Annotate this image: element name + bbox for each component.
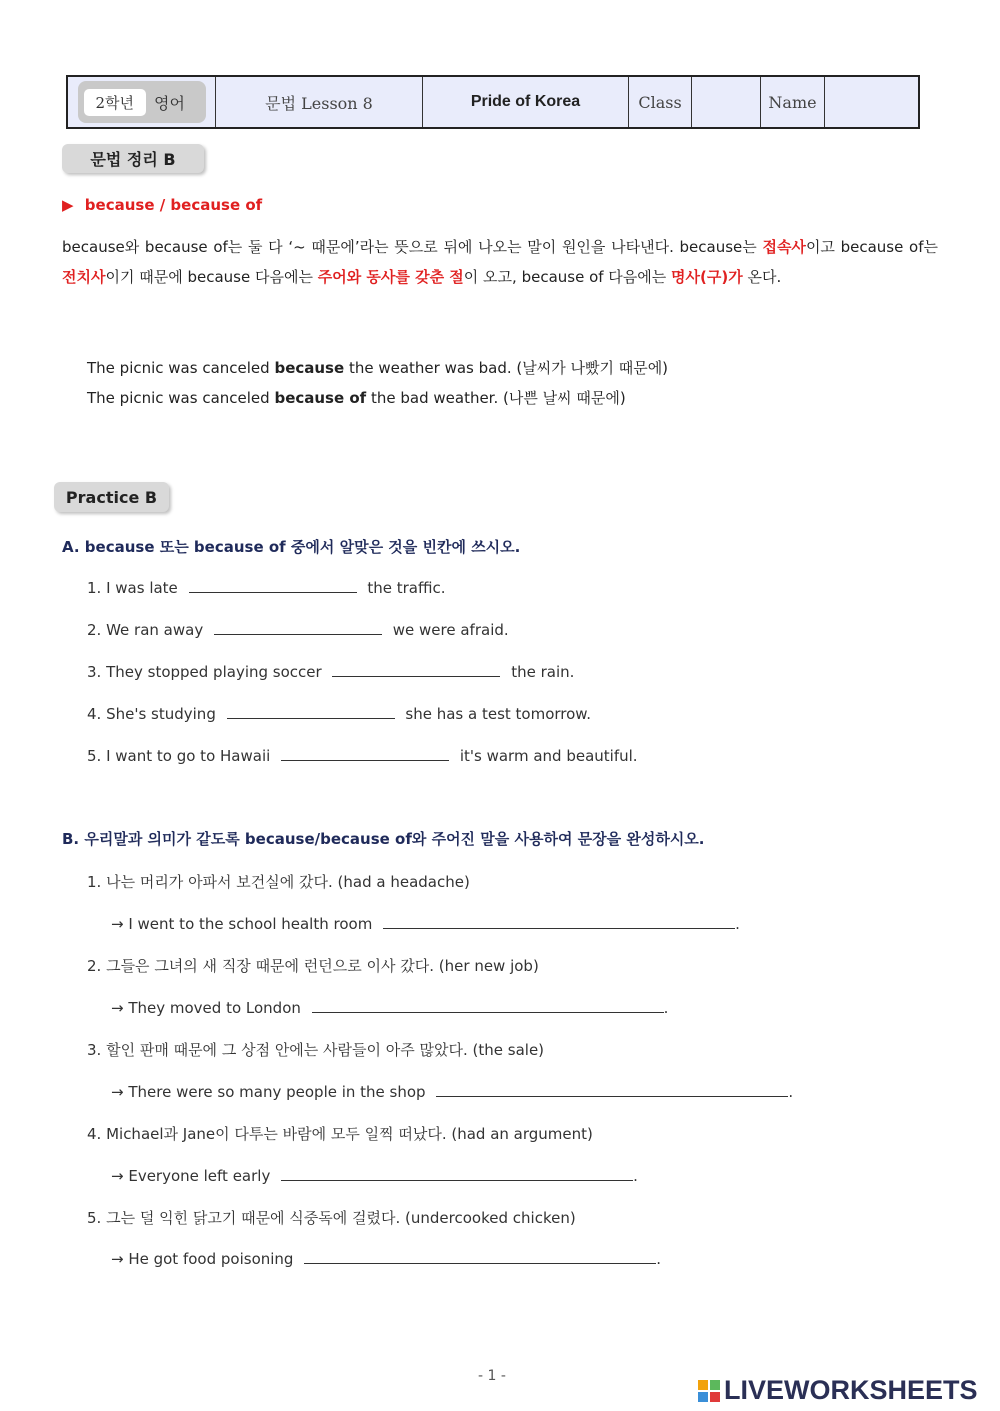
part-b-blank-3[interactable] [436,1082,788,1097]
practice-section-pill: Practice B [54,482,169,512]
header-table [66,75,920,129]
part-b-answer-3 [111,1082,793,1101]
part-b-period-5: . [656,1250,662,1268]
part-b-answer-1-prompt: → I went to the school health room [111,915,373,933]
part-b-blank-2[interactable] [312,998,664,1013]
page-number: - 1 - [478,1368,506,1384]
lesson-label: 문법 Lesson 8 [216,77,423,127]
brand-name: LIVEWORKSHEETS [724,1375,978,1405]
example-list [87,353,668,413]
class-field[interactable] [692,77,761,127]
lesson-title: Pride of Korea [423,77,629,127]
part-b-period-3: . [788,1083,794,1101]
part-a-item-3-pre: 3. They stopped playing soccer [87,663,322,681]
part-b-answer-1 [111,914,740,933]
grade-subject-cell [68,77,216,127]
part-b-answer-4-prompt: → Everyone left early [111,1167,271,1185]
part-b-blank-1[interactable] [383,914,735,929]
part-a-item-5-pre: 5. I want to go to Hawaii [87,747,271,765]
keyword-highlight: 주어와 동사를 갖춘 절 [317,268,464,286]
part-b-answer-3-prompt: → There were so many people in the shop [111,1083,426,1101]
logo-square-4 [710,1392,720,1402]
part-a-item-3 [87,662,574,681]
liveworksheets-logo-icon [698,1380,720,1402]
part-b-question-5: 5. 그는 덜 익힌 닭고기 때문에 식중독에 걸렸다. (undercooked chicken) [87,1209,576,1227]
grammar-heading-text: because / because of [84,196,263,214]
explanation-text: 온다. [742,268,782,286]
explanation-text: 이고 because of는 [805,238,938,256]
part-a-item-1 [87,578,446,597]
name-field[interactable] [825,77,918,127]
part-a-item-5-post: it's warm and beautiful. [459,747,638,765]
part-b-answer-2-prompt: → They moved to London [111,999,301,1017]
explanation-text: because와 because of는 둘 다 ‘~ 때문에’라는 뜻으로 뒤에 나오는 말이 원인을 나타낸다. because는 [62,238,763,256]
part-a-instruction: A. because 또는 because of 중에서 알맞은 것을 빈칸에 쓰시오. [62,538,521,556]
part-a-blank-5[interactable] [281,746,449,761]
triangle-marker-icon: ▶ [62,196,74,214]
part-a-item-4 [87,704,591,723]
part-a-blank-2[interactable] [214,620,382,635]
part-b-period-2: . [663,999,669,1017]
part-b-answer-4 [111,1166,638,1185]
part-a-blank-3[interactable] [332,662,500,677]
example-1-post: the weather was bad. (날씨가 나빴기 때문에) [344,359,669,377]
example-2-keyword: because of [274,389,367,407]
part-a-blank-1[interactable] [189,578,357,593]
part-b-instruction: B. 우리말과 의미가 같도록 because/because of와 주어진 말을 사용하여 문장을 완성하시오. [62,830,705,848]
part-b-blank-5[interactable] [304,1249,656,1264]
part-a-item-1-post: the traffic. [367,579,446,597]
example-2 [87,383,668,413]
part-b-question-2: 2. 그들은 그녀의 새 직장 때문에 런던으로 이사 갔다. (her new job) [87,957,539,975]
part-a-item-1-pre: 1. I was late [87,579,178,597]
example-2-post: the bad weather. (나쁜 날씨 때문에) [366,389,626,407]
logo-square-2 [710,1380,720,1390]
part-b-answer-5 [111,1249,661,1268]
keyword-highlight: 명사(구)가 [671,268,743,286]
part-b-question-3: 3. 할인 판매 때문에 그 상점 안에는 사람들이 아주 많았다. (the sale) [87,1041,545,1059]
part-b-question-4: 4. Michael과 Jane이 다투는 바람에 모두 일찍 떠났다. (had an argument) [87,1125,593,1143]
name-label: Name [761,77,825,127]
part-a-item-4-pre: 4. She's studying [87,705,216,723]
explanation-text: 이 오고, because of 다음에는 [463,268,672,286]
part-b-period-4: . [633,1167,638,1185]
grammar-section-pill: 문법 정리 B [62,144,204,173]
grammar-explanation [62,232,938,292]
keyword-highlight: 접속사 [762,238,806,256]
part-b-blank-4[interactable] [281,1166,633,1181]
part-a-item-2-post: we were afraid. [392,621,509,639]
liveworksheets-brand[interactable] [698,1375,978,1406]
part-a-item-2 [87,620,509,639]
grade-box [78,81,206,123]
example-1 [87,353,668,383]
part-b-period-1: . [735,915,740,933]
part-a-item-5 [87,746,638,765]
example-1-pre: The picnic was canceled [87,359,275,377]
subject-label: 영어 [154,93,185,113]
keyword-highlight: 전치사 [62,268,106,286]
example-2-pre: The picnic was canceled [87,389,275,407]
part-b-answer-5-prompt: → He got food poisoning [111,1250,294,1268]
explanation-text: 이기 때문에 because 다음에는 [105,268,318,286]
part-b-answer-2 [111,998,668,1017]
logo-square-3 [698,1392,708,1402]
part-a-item-2-pre: 2. We ran away [87,621,204,639]
grammar-heading [62,196,262,214]
part-a-item-3-post: the rain. [511,663,575,681]
part-a-blank-4[interactable] [227,704,395,719]
class-label: Class [629,77,692,127]
logo-square-1 [698,1380,708,1390]
example-1-keyword: because [274,359,345,377]
part-a-item-4-post: she has a test tomorrow. [405,705,591,723]
part-b-question-1: 1. 나는 머리가 아파서 보건실에 갔다. (had a headache) [87,873,470,891]
grade-label: 2학년 [84,89,147,116]
